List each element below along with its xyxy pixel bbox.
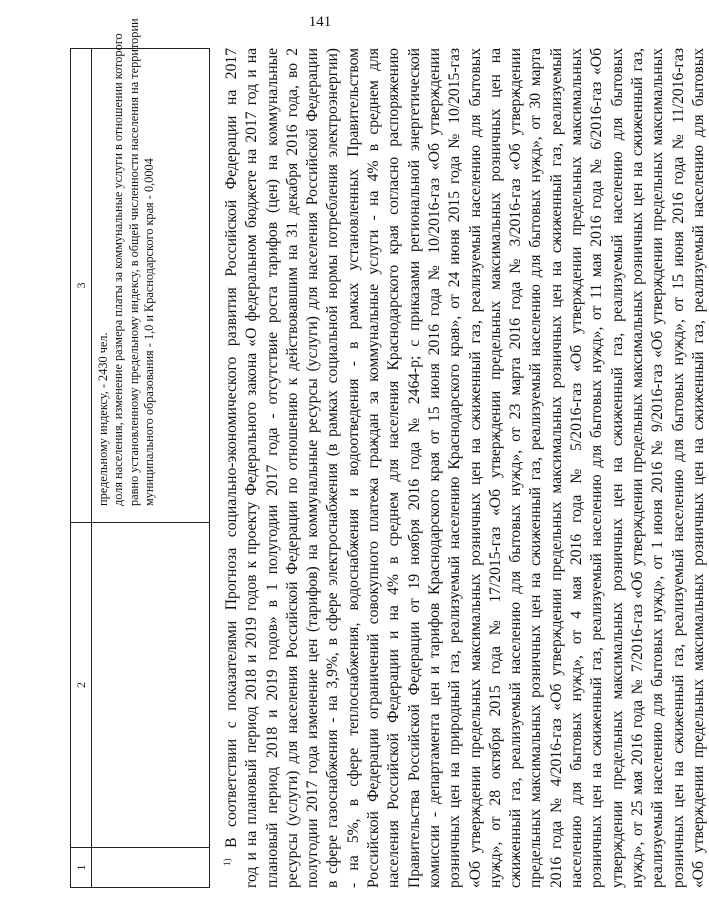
table-column-1: [71, 847, 209, 887]
footnote-line: Российской Федерации ограничений совокупного платежа граждан за коммунальные услуги - на 4% в среднем для: [365, 48, 383, 888]
footnote-line: предельных максимальных розничных цен на сжиженный газ, реализуемый населению для бытовых нужд», от 30 марта: [527, 48, 545, 888]
footnote-line: 2016 года № 4/2016-газ «Об утверждении предельных максимальных розничных цен на сжиженный газ, реализуемый: [547, 48, 565, 888]
page-number: 141: [308, 14, 332, 30]
column-header-1: 1: [71, 848, 92, 887]
table-cell-text: [92, 18, 157, 522]
footnote-line: - на 5%, в сфере теплоснабжения, водоснабжения и водоотведения - в рамках установленных Правительством: [344, 48, 362, 888]
footnote-line: сжиженный газ, реализуемый населению для бытовых нужд», от 23 марта 2016 года № 3/2016-газ «Об утверждении: [507, 48, 525, 888]
footnote: [222, 48, 709, 888]
footnote-line: Правительства Российской Федерации от 19 ноября 2016 года № 2464-р; с приказами региональной энергетической: [405, 48, 423, 888]
footnote-line: утверждении предельных максимальных розничных цен на сжиженный газ, реализуемый населению для бытовых: [608, 48, 626, 888]
footnote-line: «Об утверждении предельных максимальных розничных цен на сжиженный газ, реализуемый населению для бытовых: [689, 48, 707, 888]
column-header-2: 2: [71, 523, 92, 847]
footnote-line: «Об утверждении предельных максимальных розничных цен на сжиженный газ, реализуемый населению для бытовых: [466, 48, 484, 888]
table-cell-line: доля населения, изменение размера платы за коммунальные услуги в отношении которого: [111, 33, 126, 506]
footnote-line: населению для бытовых нужд», от 4 мая 2016 года № 5/2016-газ «Об утверждении предельных максимальных: [568, 48, 586, 888]
footnote-line: реализуемый населению для бытовых нужд», от 1 июня 2016 № 9/2016-газ «Об утверждении предельных максимальных: [649, 48, 667, 888]
column-header-3: 3: [71, 49, 92, 522]
footnote-line-text: В соответствии с показателями Прогноза социально-экономического развития Российской Федерации на 2017: [223, 48, 240, 848]
footnote-line: розничных цен на сжиженный газ, реализуемый населению для бытовых нужд», от 11 мая 2016 года № 6/2016-газ «Об: [588, 48, 606, 888]
footnote-line: полугодии 2017 года изменение цен (тарифов) на коммунальные ресурсы (услуги) для населения Российской Федерации: [304, 48, 322, 888]
footnote-line: нужд», от 25 мая 2016 года № 7/2016-газ «Об утверждении предельных максимальных розничных цен на сжиженный газ,: [628, 48, 646, 888]
footnote-line: комиссии - департамента цен и тарифов Краснодарского края от 15 июня 2016 года № 10/2016-газ «Об утверждении: [425, 48, 443, 888]
table-cell-line: муниципального образования - 1,0 и Краснодарского края - 0,0004: [141, 158, 156, 506]
table-fragment: [70, 18, 210, 888]
footnote-marker: 1): [221, 858, 232, 866]
footnote-line: населения Российской Федерации и на 4% в среднем для населения Краснодарского края согласно распоряжению: [385, 48, 403, 888]
footnote-line: в сфере газоснабжения - на 3,9%, в сфере электроснабжения (в рамках социальной нормы потребления электроэнергии): [324, 48, 342, 888]
footnote-line: розничных цен на природный газ, реализуемый населению Краснодарского края», от 24 июня 2015 года № 10/2015-газ: [446, 48, 464, 888]
table-cell-line: предельному индексу, - 2430 чел.: [96, 332, 110, 506]
footnote-line: [222, 48, 242, 888]
table-cell-line: равно установленному предельному индексу, в общей численности населения на территории: [126, 18, 141, 506]
table-column-3: [71, 18, 209, 522]
footnote-line: нужд», от 28 октября 2015 года № 17/2015-газ «Об утверждении предельных максимальных розничных цен на: [486, 48, 504, 888]
footnote-line: розничных цен на сжиженный газ, реализуемый населению для бытовых нужд», от 15 июня 2016 года № 11/2016-газ: [669, 48, 687, 888]
footnote-line: плановый период 2018 и 2019 годов» в 1 полугодии 2017 года - отсутствие роста тарифов (цен) на коммунальные: [263, 48, 281, 888]
table-column-2: [71, 522, 209, 847]
footnote-line: год и на плановый период 2018 и 2019 годов к проекту Федерального закона «О федеральном бюджете на 2017 год и на: [243, 48, 261, 888]
footnote-line: ресурсы (услуги) для населения Российской Федерации по отношению к действовавшим на 31 декабря 2016 года, во 2: [283, 48, 301, 888]
